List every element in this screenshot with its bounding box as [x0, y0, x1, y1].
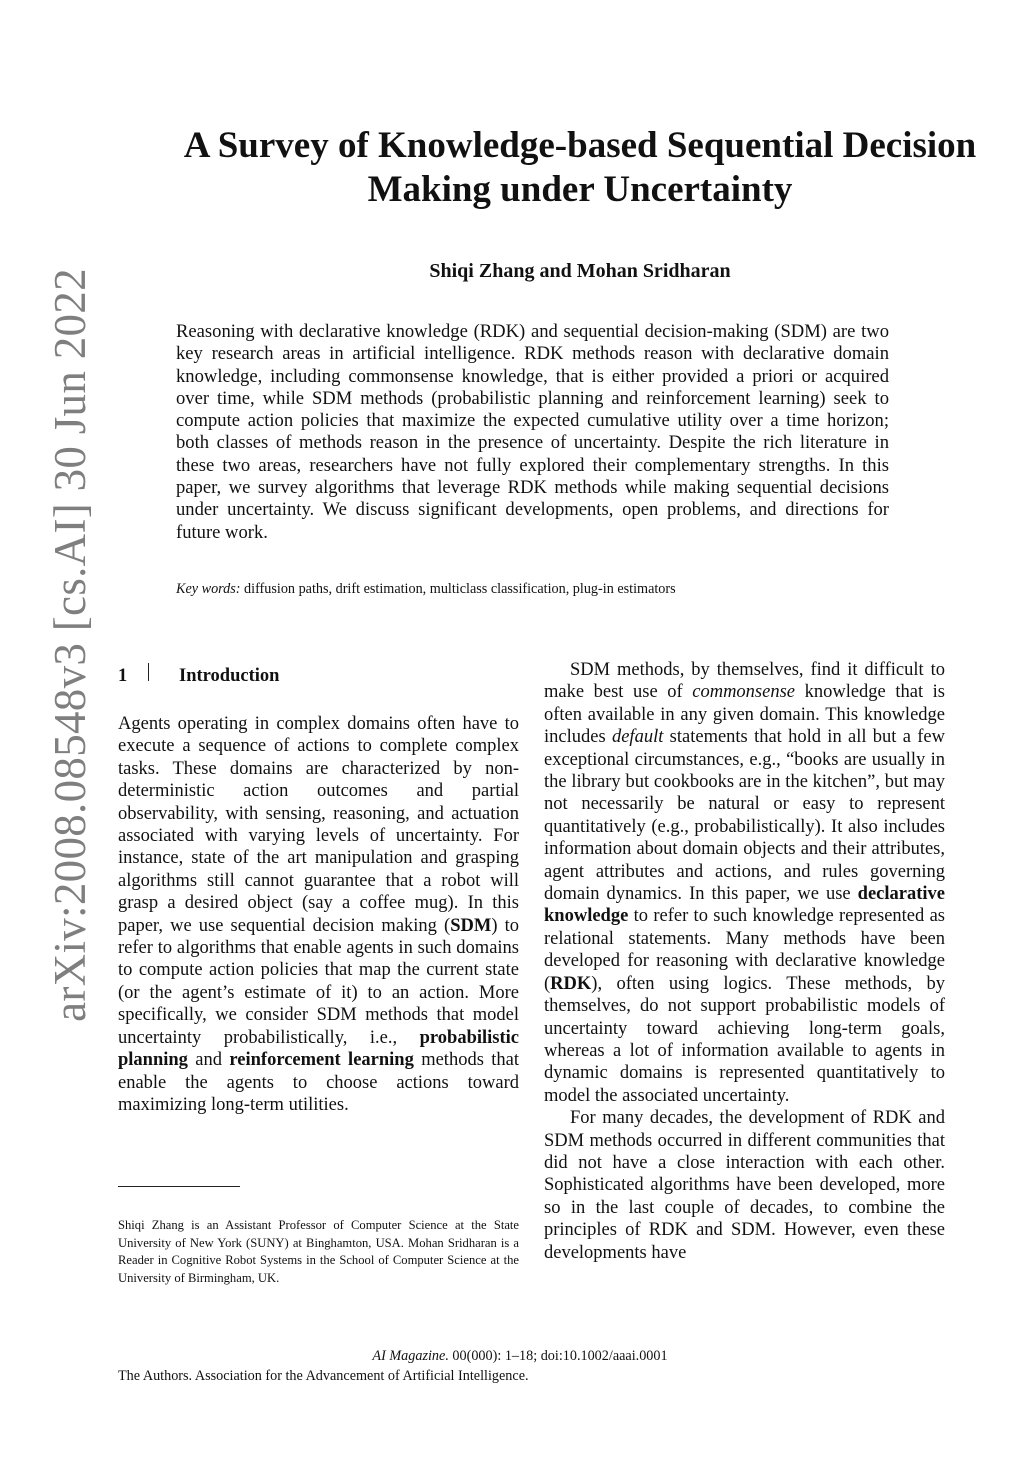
- term-reinforcement-learning: reinforcement learning: [229, 1050, 414, 1071]
- author-footnote: Shiqi Zhang is an Assistant Professor of Computer Science at the State University of New York (SUNY) at Binghamton, USA. Mohan Sridharan is a Reader in Cognitive Robot Systems in the School of Computer Science at the University of Birmingham, UK.: [118, 1218, 519, 1285]
- paper-authors: Shiqi Zhang and Mohan Sridharan: [429, 260, 731, 282]
- term-commonsense: commonsense: [692, 682, 796, 703]
- text-run: knowledge that is often available in any given domain. This knowledge includes: [544, 682, 945, 748]
- paper-title-line-1: A Survey of Knowledge-based Sequential Decision: [183, 125, 977, 166]
- paper-title: [120, 124, 1024, 212]
- footnote-rule: [118, 1186, 240, 1187]
- term-probabilistic-planning: probabilistic planning: [118, 1027, 519, 1071]
- paper-title-line-2: Making under Uncertainty: [367, 169, 793, 210]
- section-title: Introduction: [179, 666, 280, 686]
- term-rdk: RDK: [550, 973, 592, 994]
- keywords-label: Key words:: [176, 581, 241, 597]
- copyright-line: The Authors. Association for the Advancement of Artificial Intelligence.: [118, 1368, 529, 1384]
- term-declarative-knowledge: declarative knowledge: [544, 884, 945, 927]
- section-number: 1: [118, 666, 128, 686]
- section-divider: [148, 663, 149, 681]
- intro-paragraph-2: [544, 659, 945, 1107]
- text-run: ), often using logics. These methods, by themselves, do not support probabilistic models of uncertainty toward achieving long-term goals, whereas a lot of information available to agents in dynamic domains is represented quantitatively to model the associated uncertainty.: [544, 973, 945, 1106]
- term-default: default: [611, 727, 664, 748]
- text-run: ) to refer to algorithms that enable agents in such domains to compute action policies that map the current state (or the agent’s estimate of it) to an action. More specifically, we consider SDM methods that model uncertainty probabilistically, i.e.,: [118, 915, 519, 1048]
- text-run: to refer to such knowledge represented as relational statements. Many methods have been developed for reasoning with declarative knowledge (: [544, 906, 945, 994]
- journal-footer: [120, 1346, 920, 1366]
- text-run: methods that enable the agents to choose actions toward maximizing long-term utilities.: [118, 1050, 520, 1115]
- intro-paragraph-3: For many decades, the development of RDK and SDM methods occurred in different communities that did not have a close interaction with each other. Sophisticated algorithms have been developed, more so in the last couple of decades, to combine the principles of RDK and SDM. However, even these developments have: [544, 1108, 945, 1263]
- section-heading: [118, 664, 279, 688]
- abstract: Reasoning with declarative knowledge (RDK) and sequential decision-making (SDM) are two key research areas in artificial intelligence. RDK methods reason with declarative domain knowledge, including commonsense knowledge, that is either provided a priori or acquired over time, while SDM methods (probabilistic planning and reinforcement learning) seek to compute action policies that maximize the expected cumulative utility over a time horizon; both classes of methods reason in the presence of uncertainty. Despite the rich literature in these two areas, researchers have not fully explored their complementary strengths. In this paper, we survey algorithms that leverage RDK methods while making sequential decisions under uncertainty. We discuss significant developments, open problems, and directions for future work.: [176, 321, 889, 543]
- left-column: [118, 713, 519, 1116]
- arxiv-stamp-text: arXiv:2008.08548v3 [cs.AI] 30 Jun 2022: [45, 268, 95, 1022]
- keywords-text: diffusion paths, drift estimation, multiclass classification, plug-in estimators: [240, 581, 676, 597]
- text-run: statements that hold in all but a few exceptional circumstances, e.g., “books are usually in the library but cookbooks are in the kitchen”, but may not necessarily be natural or easy to represent quantitatively (e.g., probabilistically). It also includes information about domain objects and their attributes, agent attributes and actions, and rules governing domain dynamics. In this paper, we use: [544, 727, 946, 905]
- journal-name: AI Magazine.: [372, 1348, 449, 1364]
- text-run: Agents operating in complex domains often have to execute a sequence of actions to complete complex tasks. These domains are characterized by non-deterministic action outcomes and partial observability, with sensing, reasoning, and actuation associated with varying levels of uncertainty. For instance, state of the art manipulation and grasping algorithms still cannot guarantee that a robot will grasp a desired object (say a coffee mug). In this paper, we use sequential decision making (: [118, 714, 519, 936]
- term-sdm: SDM: [450, 915, 492, 936]
- text-run: SDM methods, by themselves, find it difficult to make best use of: [544, 660, 945, 703]
- journal-citation: 00(000): 1–18; doi:10.1002/aaai.0001: [448, 1348, 668, 1364]
- keywords: [176, 579, 889, 599]
- text-run: and: [187, 1050, 230, 1071]
- right-column: [544, 659, 945, 1264]
- intro-paragraph-1: [118, 713, 519, 1116]
